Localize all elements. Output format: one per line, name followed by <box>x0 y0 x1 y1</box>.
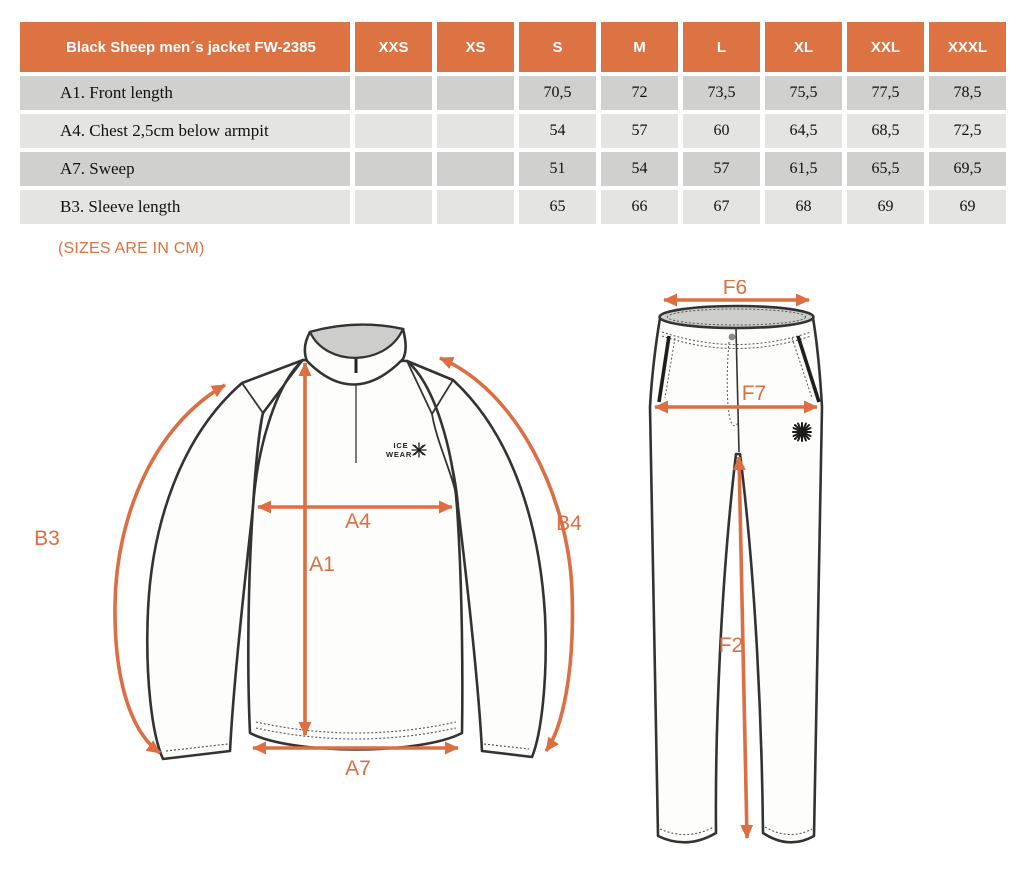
size-value: 73,5 <box>683 76 760 110</box>
size-value: 57 <box>683 152 760 186</box>
row-label: A7. Sweep <box>20 152 350 186</box>
sizes-unit-note: (SIZES ARE IN CM) <box>58 240 205 257</box>
size-value: 66 <box>601 190 678 224</box>
size-value: 68,5 <box>847 114 924 148</box>
row-label: A1. Front length <box>20 76 350 110</box>
size-value: 54 <box>601 152 678 186</box>
size-value: 69,5 <box>929 152 1006 186</box>
size-value: 72 <box>601 76 678 110</box>
size-value: 72,5 <box>929 114 1006 148</box>
pants-diagram <box>630 280 1025 870</box>
size-value <box>437 152 514 186</box>
measurement-label-a4: A4 <box>345 510 371 533</box>
measurement-label-b3: B3 <box>34 527 60 550</box>
snowflake-icon <box>793 423 811 441</box>
size-value: 65 <box>519 190 596 224</box>
table-title: Black Sheep men´s jacket FW-2385 <box>20 22 350 72</box>
size-value: 51 <box>519 152 596 186</box>
size-value: 60 <box>683 114 760 148</box>
svg-text:ICE: ICE <box>393 441 409 450</box>
size-value: 75,5 <box>765 76 842 110</box>
size-value <box>355 114 432 148</box>
column-header-xxxl: XXXL <box>929 22 1006 72</box>
size-value: 54 <box>519 114 596 148</box>
size-value <box>437 190 514 224</box>
column-header-l: L <box>683 22 760 72</box>
size-value: 68 <box>765 190 842 224</box>
row-label: B3. Sleeve length <box>20 190 350 224</box>
size-table <box>20 22 1006 224</box>
size-value <box>355 190 432 224</box>
size-value: 61,5 <box>765 152 842 186</box>
snowflake-icon <box>412 443 426 457</box>
size-value: 65,5 <box>847 152 924 186</box>
size-value <box>437 114 514 148</box>
column-header-xxs: XXS <box>355 22 432 72</box>
row-label: A4. Chest 2,5cm below armpit <box>20 114 350 148</box>
size-value: 70,5 <box>519 76 596 110</box>
column-header-xl: XL <box>765 22 842 72</box>
waist-button <box>729 334 736 341</box>
size-value: 69 <box>847 190 924 224</box>
measurement-label-f7: F7 <box>741 382 767 405</box>
column-header-xxl: XXL <box>847 22 924 72</box>
column-header-m: M <box>601 22 678 72</box>
size-value: 69 <box>929 190 1006 224</box>
size-value: 77,5 <box>847 76 924 110</box>
size-value: 64,5 <box>765 114 842 148</box>
size-value <box>355 76 432 110</box>
column-header-xs: XS <box>437 22 514 72</box>
measurement-label-a1: A1 <box>309 553 335 576</box>
size-value: 67 <box>683 190 760 224</box>
size-value <box>355 152 432 186</box>
measurement-label-a7: A7 <box>345 757 371 780</box>
jacket-body <box>248 360 462 750</box>
jacket-diagram <box>20 285 620 800</box>
measurement-label-f2: F2 <box>718 634 744 657</box>
waist-opening <box>660 306 814 328</box>
pants-body <box>650 318 822 842</box>
size-value <box>437 76 514 110</box>
svg-text:WEAR: WEAR <box>385 450 413 459</box>
size-value: 78,5 <box>929 76 1006 110</box>
column-header-s: S <box>519 22 596 72</box>
size-value: 57 <box>601 114 678 148</box>
measurement-label-f6: F6 <box>722 280 748 299</box>
measurement-label-b4: B4 <box>556 512 582 535</box>
